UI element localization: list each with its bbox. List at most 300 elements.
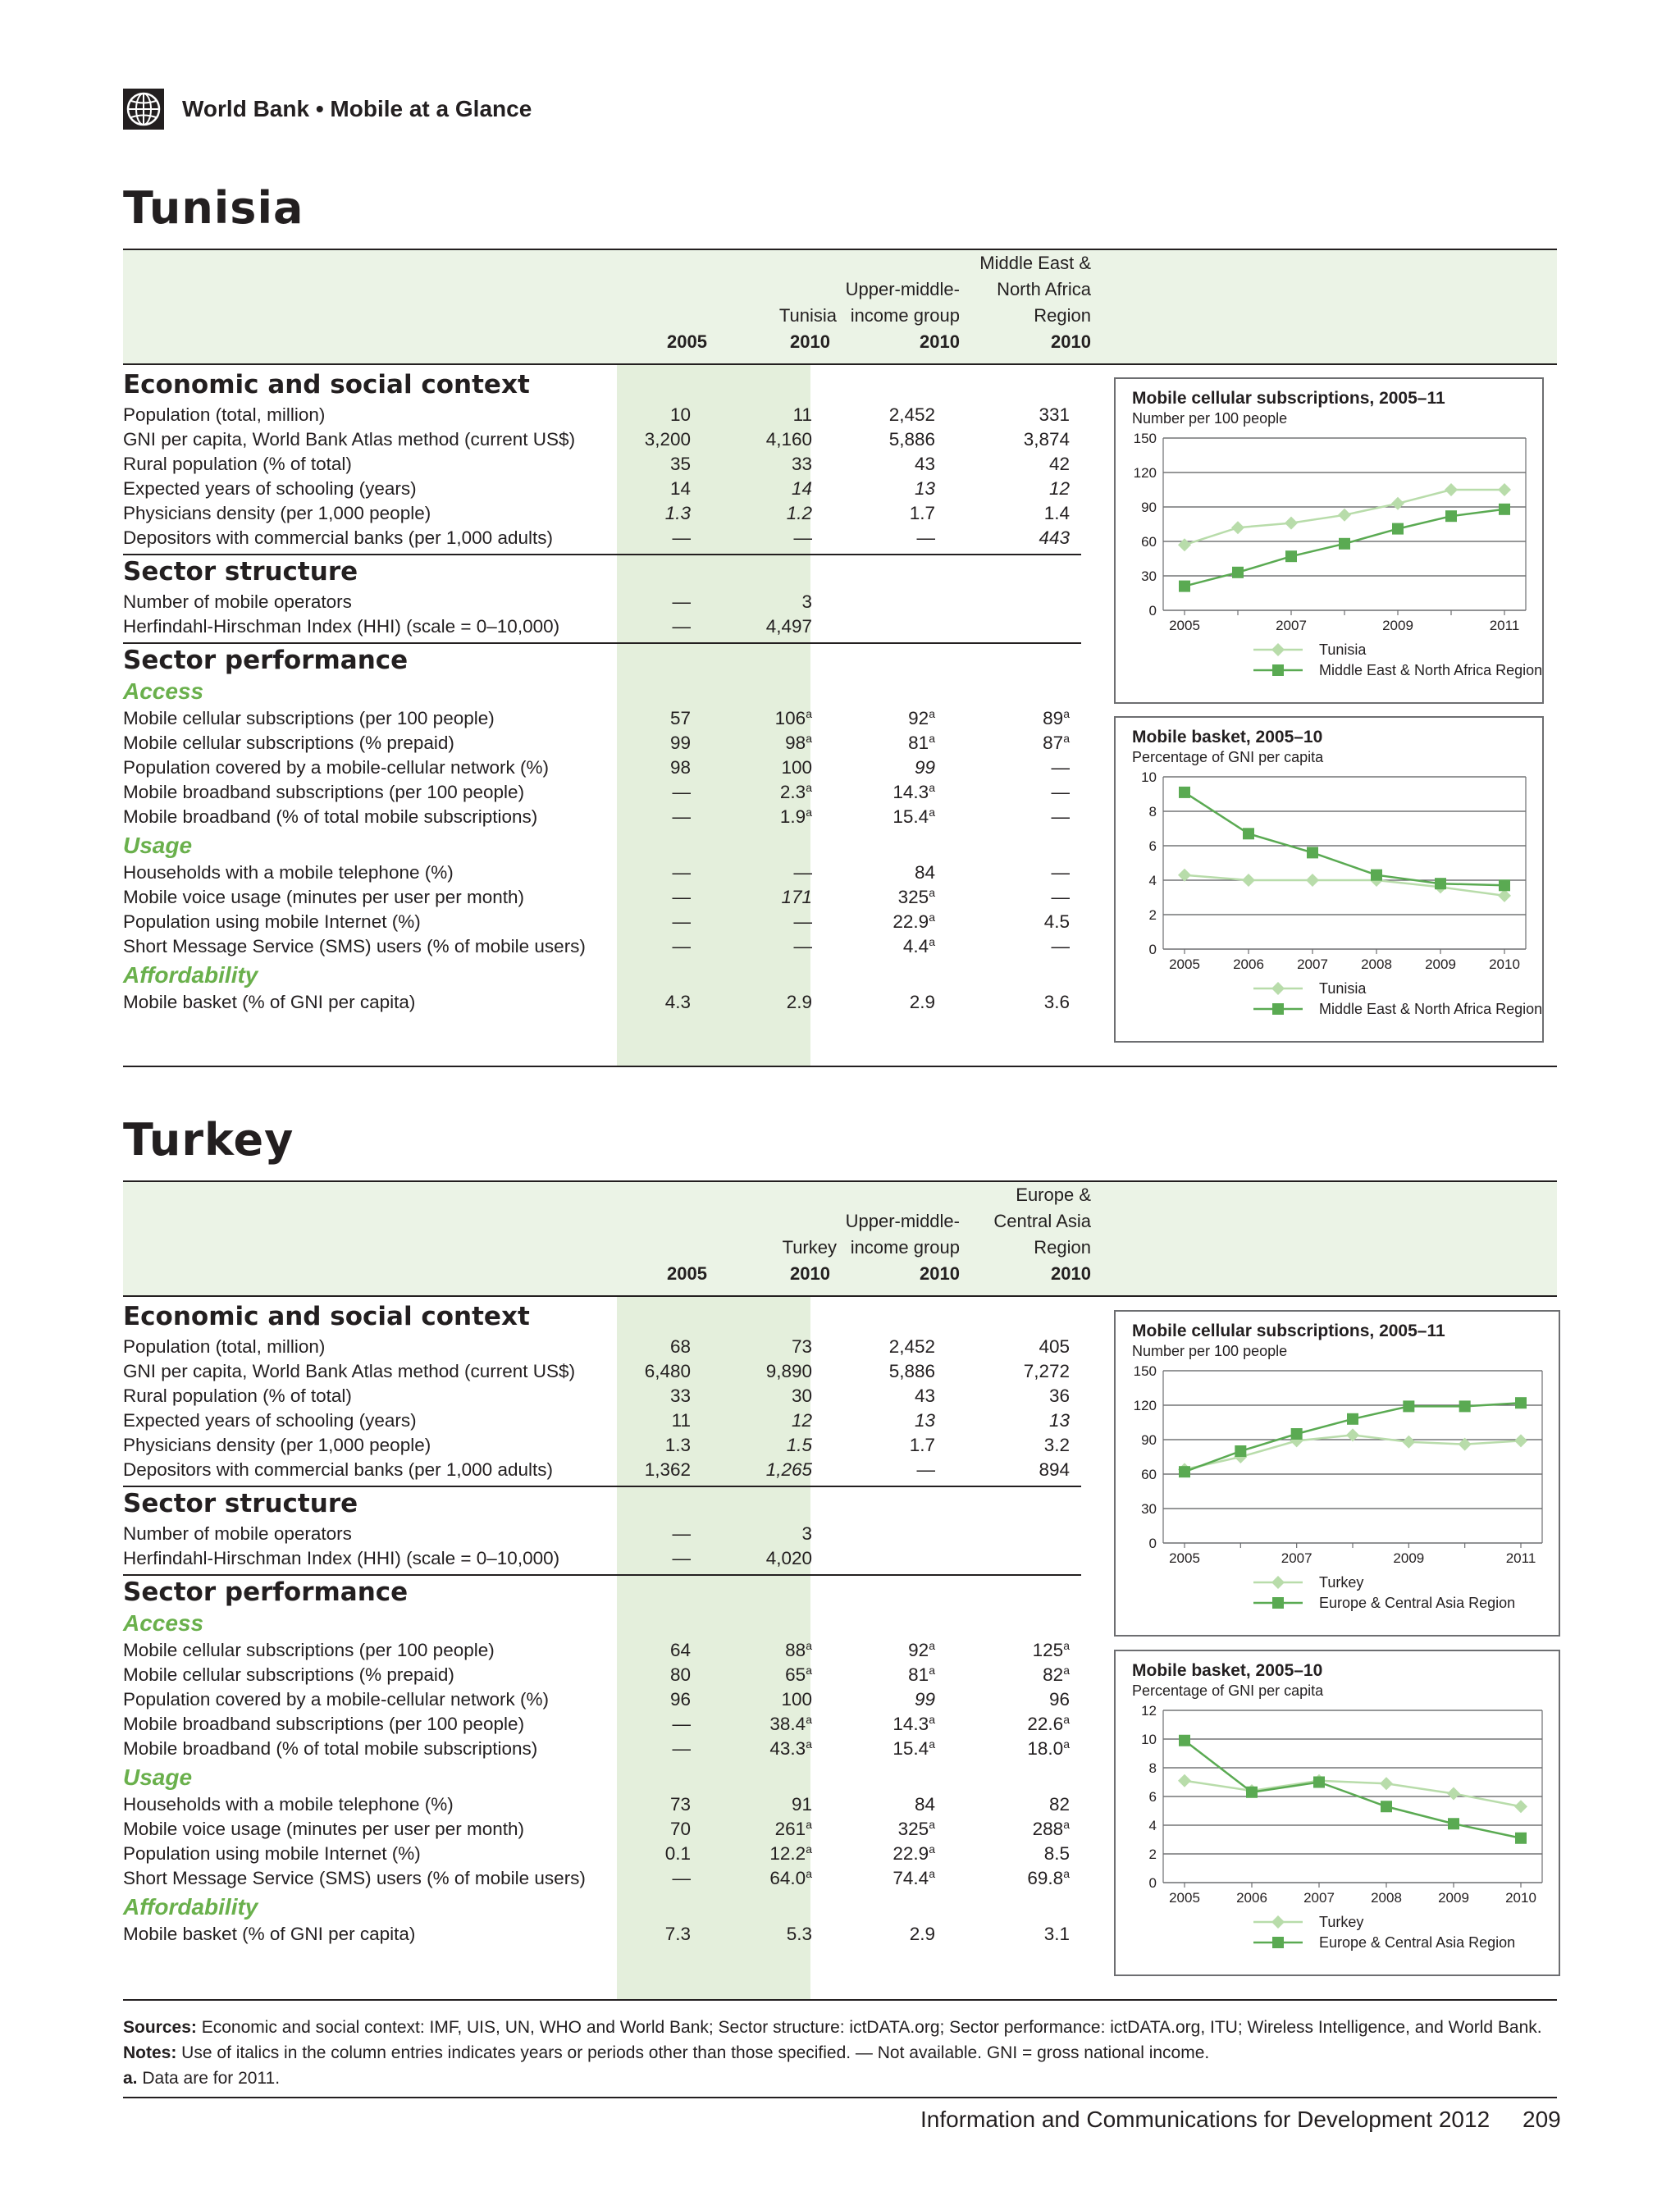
footnote-a-marker: a	[806, 1817, 812, 1831]
row-label: Rural population (% of total)	[123, 1386, 352, 1406]
row-value	[971, 1866, 1070, 1891]
row-value	[837, 1687, 935, 1712]
y-tick-label: 60	[1141, 1467, 1157, 1482]
data-point	[1306, 874, 1319, 887]
legend-marker	[1271, 1576, 1285, 1589]
publication-title: Information and Communications for Development 2012	[920, 2107, 1491, 2132]
table-row	[123, 706, 1081, 731]
row-value	[592, 1638, 691, 1663]
footnote-a-marker: a	[929, 1737, 935, 1751]
row-value	[714, 1922, 812, 1947]
x-tick-label: 2007	[1303, 1890, 1335, 1906]
row-label: Mobile basket (% of GNI per capita)	[123, 1924, 416, 1944]
y-tick-label: 150	[1133, 431, 1157, 446]
notes-label: Notes:	[123, 2043, 177, 2062]
row-value	[714, 1408, 812, 1433]
y-tick-label: 6	[1148, 1789, 1157, 1805]
year-2010-header: 2010	[790, 1263, 830, 1284]
row-value	[837, 526, 935, 550]
value-text: 14	[791, 478, 812, 499]
value-text: 80	[669, 1664, 691, 1685]
row-value	[592, 1687, 691, 1712]
value-text: 4,497	[765, 616, 812, 637]
table-row	[123, 910, 1081, 934]
data-point	[1246, 1787, 1258, 1798]
row-value	[837, 885, 935, 910]
x-tick-label: 2010	[1489, 956, 1520, 972]
legend-marker	[1271, 1915, 1285, 1929]
footer-notes	[123, 2015, 1557, 2091]
value-text: 22.6	[1027, 1714, 1064, 1734]
value-text: —	[672, 782, 691, 802]
row-label: Mobile broadband (% of total mobile subscriptions)	[123, 1738, 538, 1759]
row-value	[837, 1359, 935, 1384]
row-label: Mobile cellular subscriptions (% prepaid)	[123, 1664, 454, 1685]
sources-label: Sources:	[123, 2018, 197, 2037]
row-label: Depositors with commercial banks (per 1,000 adults)	[123, 1459, 553, 1480]
row-value	[714, 1546, 812, 1571]
x-tick-label: 2009	[1438, 1890, 1469, 1906]
row-value	[971, 756, 1070, 780]
row-value	[592, 1546, 691, 1571]
footnote-a-marker: a	[1063, 1817, 1070, 1831]
value-text: 11	[792, 404, 812, 425]
row-value	[837, 1384, 935, 1408]
value-text: —	[672, 887, 691, 907]
page-header	[123, 89, 532, 130]
legend-label: Tunisia	[1319, 980, 1367, 997]
row-value	[971, 477, 1070, 501]
row-value	[592, 805, 691, 829]
value-text: 96	[1048, 1689, 1070, 1710]
footnote-a-marker: a	[929, 934, 935, 948]
region-header-line1: Middle East &	[979, 253, 1091, 273]
row-value	[714, 990, 812, 1015]
data-point	[1307, 847, 1318, 858]
series-line	[1185, 792, 1504, 885]
value-text: 91	[791, 1794, 812, 1815]
row-value	[714, 1359, 812, 1384]
row-label: GNI per capita, World Bank Atlas method (current US$)	[123, 1361, 576, 1381]
income-group-header-line2: income group	[850, 305, 960, 326]
table-row	[123, 1922, 1081, 1947]
section-heading-economic: Economic and social context	[123, 1302, 530, 1331]
data-point	[1402, 1436, 1415, 1449]
x-tick-label: 2006	[1236, 1890, 1267, 1906]
row-value	[592, 934, 691, 959]
row-value	[971, 1663, 1070, 1687]
income-group-header-line2: income group	[850, 1237, 960, 1258]
footnote-a-marker: a	[806, 1663, 812, 1677]
row-label: Expected years of schooling (years)	[123, 1410, 417, 1431]
y-tick-label: 120	[1133, 465, 1157, 481]
chart-subtitle: Number per 100 people	[1132, 1343, 1288, 1359]
value-text: 325	[897, 1819, 929, 1839]
income-group-year: 2010	[920, 331, 960, 352]
value-text: 10	[669, 404, 691, 425]
row-value	[714, 427, 812, 452]
footnote-a-marker: a	[929, 706, 935, 720]
row-value	[714, 861, 812, 885]
x-tick-label: 2011	[1505, 1550, 1536, 1566]
row-value	[971, 1792, 1070, 1817]
y-tick-label: 30	[1141, 568, 1157, 584]
row-value	[592, 590, 691, 614]
row-value	[837, 403, 935, 427]
value-text: —	[793, 527, 812, 548]
row-value	[971, 990, 1070, 1015]
legend-label: Middle East & North Africa Region	[1319, 1001, 1542, 1017]
row-value	[837, 452, 935, 477]
y-tick-label: 6	[1148, 838, 1157, 854]
section-heading-economic: Economic and social context	[123, 370, 530, 399]
row-value	[971, 780, 1070, 805]
value-text: 96	[669, 1689, 691, 1710]
footnote-a-marker: a	[1063, 1663, 1070, 1677]
footnote-a-marker: a	[806, 780, 812, 794]
country-title: Turkey	[123, 1114, 294, 1166]
data-point	[1499, 504, 1510, 515]
row-value	[714, 614, 812, 639]
value-text: 33	[791, 454, 812, 474]
table-row	[123, 403, 1081, 427]
table-bottom-rule	[123, 1066, 1557, 1067]
table-row	[123, 1866, 1081, 1891]
year-2010-header: 2010	[790, 331, 830, 352]
section-heading-structure: Sector structure	[123, 557, 358, 587]
world-bank-globe-icon	[123, 89, 164, 130]
subscriptions-chart	[1114, 377, 1544, 704]
table-row	[123, 1522, 1081, 1546]
value-text: 2.9	[909, 1924, 935, 1944]
value-text: 1.3	[664, 503, 691, 523]
row-value	[714, 910, 812, 934]
mobile-basket-chart	[1114, 1650, 1560, 1976]
row-value	[592, 1817, 691, 1842]
country-column-header: Turkey	[782, 1237, 837, 1258]
value-text: 81	[908, 1664, 929, 1685]
table-row	[123, 1335, 1081, 1359]
data-point	[1179, 1466, 1190, 1477]
footnote-a-marker: a	[806, 1638, 812, 1652]
row-value	[714, 501, 812, 526]
value-text: 36	[1048, 1386, 1070, 1406]
row-value	[971, 526, 1070, 550]
row-label: Population using mobile Internet (%)	[123, 1843, 421, 1864]
income-group-header-line1: Upper-middle-	[845, 279, 960, 299]
region-header-line2: Central Asia	[993, 1211, 1091, 1231]
row-value	[837, 1638, 935, 1663]
row-label: Households with a mobile telephone (%)	[123, 1794, 454, 1815]
row-value	[714, 1335, 812, 1359]
row-value	[971, 403, 1070, 427]
subheading-affordability: Affordability	[123, 1894, 258, 1920]
row-value	[971, 706, 1070, 731]
chart-subtitle: Percentage of GNI per capita	[1132, 1682, 1324, 1699]
row-value	[592, 1433, 691, 1458]
row-value	[592, 990, 691, 1015]
value-text: 261	[774, 1819, 806, 1839]
section-rule	[123, 1486, 1081, 1487]
notes-line	[123, 2040, 1557, 2066]
subheading-access: Access	[123, 1610, 204, 1636]
value-text: 6,480	[644, 1361, 691, 1381]
row-value	[971, 731, 1070, 756]
series-line	[1185, 1741, 1521, 1838]
row-value	[837, 1866, 935, 1891]
row-value	[714, 526, 812, 550]
row-value	[592, 526, 691, 550]
legend-label: Turkey	[1319, 1574, 1364, 1591]
table-row	[123, 1842, 1081, 1866]
value-text: 89	[1043, 708, 1064, 728]
footnote-a-marker: a	[1063, 1866, 1070, 1880]
x-tick-label: 2009	[1425, 956, 1456, 972]
x-tick-label: 2007	[1276, 618, 1307, 633]
chart-plot	[1116, 1312, 1559, 1635]
value-text: 43.3	[769, 1738, 806, 1759]
value-text: 14.3	[892, 1714, 929, 1734]
data-point	[1515, 1397, 1527, 1408]
row-label: Number of mobile operators	[123, 591, 352, 612]
chart-plot	[1116, 718, 1542, 1041]
year-2005-header: 2005	[667, 1263, 707, 1284]
value-text: 35	[669, 454, 691, 474]
row-value	[971, 1842, 1070, 1866]
value-text: 82	[1048, 1794, 1070, 1815]
value-text: —	[793, 911, 812, 932]
row-label: Short Message Service (SMS) users (% of mobile users)	[123, 1868, 586, 1888]
row-value	[714, 1792, 812, 1817]
value-text: 1,265	[765, 1459, 812, 1480]
footnote-a-marker: a	[929, 780, 935, 794]
value-text: —	[672, 1714, 691, 1734]
table-row	[123, 780, 1081, 805]
row-value	[592, 427, 691, 452]
y-tick-label: 120	[1133, 1398, 1157, 1413]
table-row	[123, 1408, 1081, 1433]
row-value	[971, 1817, 1070, 1842]
row-value	[837, 805, 935, 829]
value-text: 64.0	[769, 1868, 806, 1888]
value-text: —	[672, 616, 691, 637]
footnote-a-marker: a	[929, 1663, 935, 1677]
row-value	[592, 452, 691, 477]
value-text: 1.2	[786, 503, 812, 523]
row-value	[592, 1408, 691, 1433]
table-row	[123, 1359, 1081, 1384]
value-text: —	[672, 1868, 691, 1888]
row-label: Mobile cellular subscriptions (per 100 people)	[123, 708, 495, 728]
footnote-a-marker: a	[806, 1737, 812, 1751]
region-year: 2010	[1051, 1263, 1091, 1284]
x-tick-label: 2007	[1281, 1550, 1312, 1566]
value-text: 8.5	[1043, 1843, 1070, 1864]
row-label: Population (total, million)	[123, 404, 326, 425]
row-value	[971, 805, 1070, 829]
data-point	[1178, 1774, 1191, 1787]
footnote-a-marker: a	[806, 706, 812, 720]
x-tick-label: 2005	[1169, 1890, 1200, 1906]
value-text: 13	[914, 478, 935, 499]
row-value	[837, 1922, 935, 1947]
footer-rule	[123, 2097, 1557, 2098]
row-value	[971, 1638, 1070, 1663]
chart-title: Mobile cellular subscriptions, 2005–11	[1132, 1322, 1445, 1340]
footnote-a-marker: a	[929, 1712, 935, 1726]
value-text: 4,020	[765, 1548, 812, 1568]
value-text: 4.5	[1043, 911, 1070, 932]
value-text: —	[672, 862, 691, 883]
data-point	[1392, 523, 1404, 535]
footnote-a-marker: a	[929, 1866, 935, 1880]
row-value	[714, 1866, 812, 1891]
x-tick-label: 2005	[1169, 956, 1200, 972]
value-text: 87	[1043, 733, 1064, 753]
data-point	[1285, 550, 1297, 562]
mobile-basket-chart	[1114, 716, 1544, 1043]
income-group-year: 2010	[920, 1263, 960, 1284]
legend-marker	[1272, 1597, 1284, 1609]
legend-label: Europe & Central Asia Region	[1319, 1595, 1516, 1611]
value-text: 69.8	[1027, 1868, 1064, 1888]
value-text: 13	[914, 1410, 935, 1431]
footnote-a-marker: a	[929, 1842, 935, 1856]
value-text: 43	[914, 454, 935, 474]
row-label: Mobile broadband subscriptions (per 100 people)	[123, 782, 525, 802]
value-text: 1.3	[664, 1435, 691, 1455]
x-tick-label: 2007	[1297, 956, 1328, 972]
value-text: 42	[1048, 454, 1070, 474]
row-value	[837, 780, 935, 805]
footnote-a-marker: a	[929, 910, 935, 924]
value-text: 325	[897, 887, 929, 907]
row-value	[837, 1712, 935, 1737]
data-point	[1445, 483, 1458, 496]
row-value	[714, 1384, 812, 1408]
value-text: 3.1	[1043, 1924, 1070, 1944]
row-value	[837, 934, 935, 959]
data-point	[1235, 1445, 1246, 1457]
value-text: 3,874	[1023, 429, 1070, 450]
chart-subtitle: Number per 100 people	[1132, 410, 1288, 427]
y-tick-label: 60	[1141, 534, 1157, 550]
y-tick-label: 10	[1141, 1732, 1157, 1747]
row-label: Mobile cellular subscriptions (% prepaid)	[123, 733, 454, 753]
x-tick-label: 2010	[1505, 1890, 1536, 1906]
table-row	[123, 1433, 1081, 1458]
table-row	[123, 731, 1081, 756]
table-row	[123, 526, 1081, 550]
legend-label: Middle East & North Africa Region	[1319, 662, 1542, 678]
value-text: 98	[785, 733, 806, 753]
value-text: 171	[781, 887, 812, 907]
value-text: 15.4	[892, 1738, 929, 1759]
y-tick-label: 2	[1148, 1847, 1157, 1862]
row-label: Physicians density (per 1,000 people)	[123, 503, 431, 523]
row-value	[592, 1663, 691, 1687]
value-text: —	[916, 1459, 935, 1480]
footnote-a-marker: a	[1063, 706, 1070, 720]
row-value	[837, 990, 935, 1015]
value-text: —	[672, 1523, 691, 1544]
row-value	[971, 1433, 1070, 1458]
value-text: —	[1051, 862, 1070, 883]
value-text: —	[1051, 806, 1070, 827]
footnote-a-marker: a	[806, 1712, 812, 1726]
table-row	[123, 614, 1081, 639]
value-text: 11	[671, 1410, 691, 1431]
table-row	[123, 1737, 1081, 1761]
section-heading-performance: Sector performance	[123, 1577, 409, 1607]
row-value	[714, 1458, 812, 1482]
row-value	[592, 706, 691, 731]
value-text: 88	[785, 1640, 806, 1660]
x-tick-label: 2009	[1393, 1550, 1425, 1566]
row-value	[837, 731, 935, 756]
table-row	[123, 1663, 1081, 1687]
row-value	[971, 1922, 1070, 1947]
value-text: 92	[908, 708, 929, 728]
section-rule	[123, 554, 1081, 555]
page-number: 209	[1522, 2107, 1561, 2132]
data-point	[1243, 828, 1254, 839]
y-tick-label: 4	[1148, 873, 1157, 888]
data-point	[1445, 510, 1457, 522]
year-2005-header: 2005	[667, 331, 707, 352]
row-value	[714, 1737, 812, 1761]
value-text: 1.4	[1043, 503, 1070, 523]
row-value	[714, 731, 812, 756]
row-value	[592, 731, 691, 756]
data-point	[1285, 517, 1298, 530]
value-text: 33	[669, 1386, 691, 1406]
value-text: —	[672, 911, 691, 932]
chart-title: Mobile cellular subscriptions, 2005–11	[1132, 389, 1445, 408]
row-label: Population covered by a mobile-cellular network (%)	[123, 1689, 549, 1710]
footnote-a-marker: a	[929, 1638, 935, 1652]
footnote-a-marker: a	[929, 1817, 935, 1831]
value-text: 92	[908, 1640, 929, 1660]
row-value	[971, 1712, 1070, 1737]
value-text: 1.7	[909, 1435, 935, 1455]
row-value	[837, 756, 935, 780]
row-value	[837, 1792, 935, 1817]
data-point	[1313, 1777, 1325, 1788]
value-text: 22.9	[892, 1843, 929, 1864]
value-text: 443	[1039, 527, 1070, 548]
row-value	[971, 1335, 1070, 1359]
legend-marker	[1271, 982, 1285, 995]
row-value	[592, 885, 691, 910]
data-point	[1515, 1833, 1527, 1844]
y-tick-label: 30	[1141, 1501, 1157, 1517]
table-row	[123, 501, 1081, 526]
value-text: 38.4	[769, 1714, 806, 1734]
table-row	[123, 885, 1081, 910]
value-text: —	[793, 936, 812, 956]
value-text: 894	[1039, 1459, 1070, 1480]
value-text: —	[672, 806, 691, 827]
header-rule	[123, 363, 1557, 365]
footnote-a-text: Data are for 2011.	[137, 2069, 281, 2088]
value-text: 3,200	[644, 429, 691, 450]
value-text: 68	[669, 1336, 691, 1357]
legend-marker	[1271, 643, 1285, 656]
header-rule	[123, 1295, 1557, 1297]
row-value	[714, 1842, 812, 1866]
row-value	[592, 1737, 691, 1761]
